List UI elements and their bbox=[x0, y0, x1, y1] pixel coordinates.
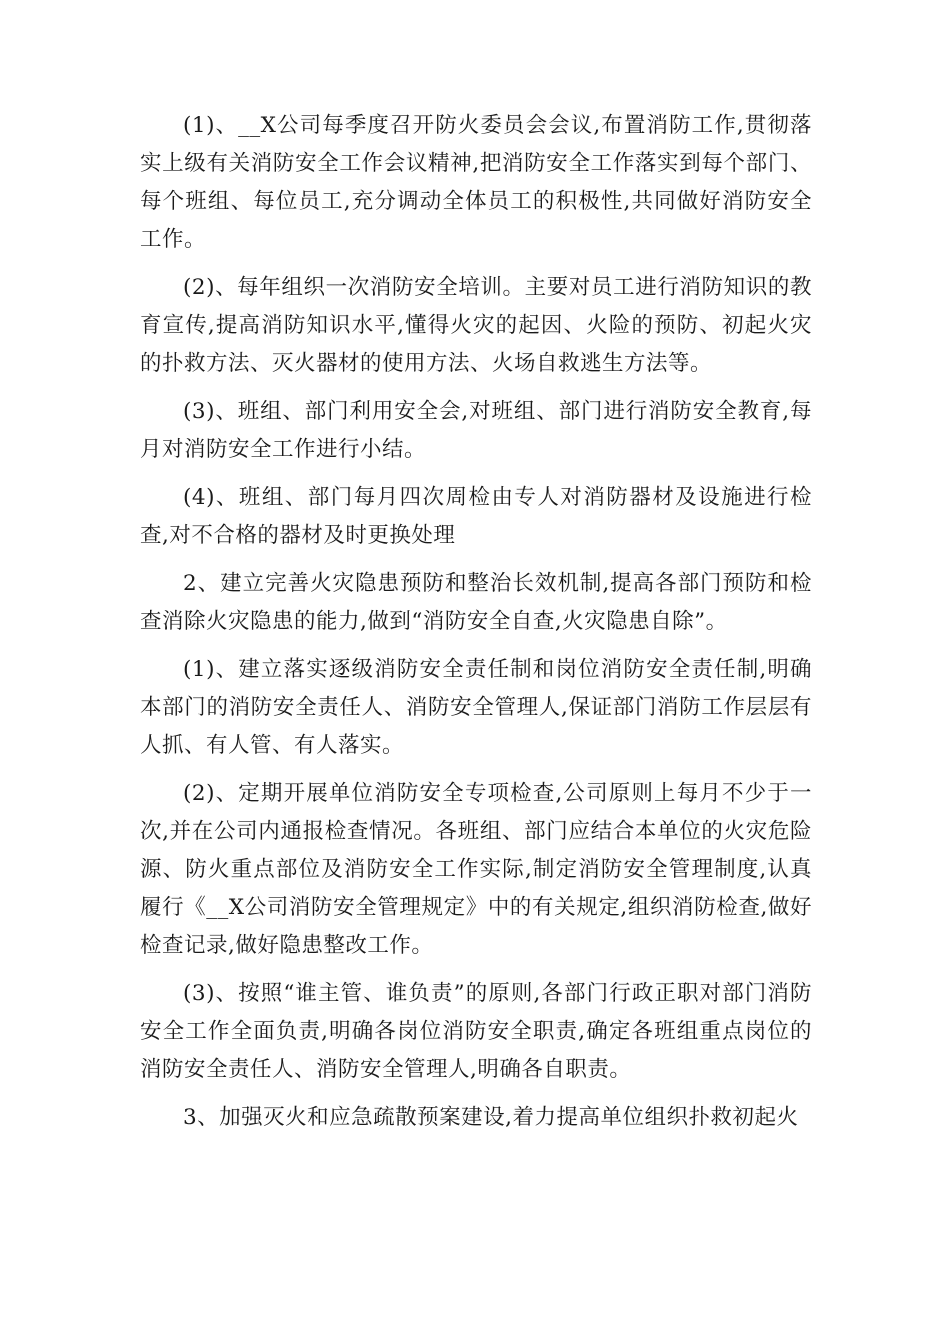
section-2-heading: 2、建立完善火灾隐患预防和整治长效机制,提高各部门预防和检查消除火灾隐患的能力,做到“消防安全自查,火灾隐患自除”。 bbox=[140, 571, 812, 634]
paragraph-1-1: (1)、__X公司每季度召开防火委员会会议,布置消防工作,贯彻落实上级有关消防安全工作会议精神,把消防安全工作落实到每个部门、每个班组、每位员工,充分调动全体员工的积极性,共同做好消防安全工作。 bbox=[140, 113, 812, 252]
document-body bbox=[140, 107, 812, 1147]
paragraph-2-3: (3)、按照“谁主管、谁负责”的原则,各部门行政正职对部门消防安全工作全面负责,明确各岗位消防安全职责,确定各班组重点岗位的消防安全责任人、消防安全管理人,明确各自职责。 bbox=[140, 981, 812, 1082]
paragraph-2-2: (2)、定期开展单位消防安全专项检查,公司原则上每月不少于一次,并在公司内通报检查情况。各班组、部门应结合本单位的火灾危险源、防火重点部位及消防安全工作实际,制定消防安全管理制度,认真履行《__X公司消防安全管理规定》中的有关规定,组织消防检查,做好检查记录,做好隐患整改工作。 bbox=[140, 781, 812, 958]
paragraph-1-3: (3)、班组、部门利用安全会,对班组、部门进行消防安全教育,每月对消防安全工作进行小结。 bbox=[140, 399, 812, 462]
paragraph-1-4: (4)、班组、部门每月四次周检由专人对消防器材及设施进行检查,对不合格的器材及时更换处理 bbox=[140, 485, 812, 548]
paragraph-2-1: (1)、建立落实逐级消防安全责任制和岗位消防安全责任制,明确本部门的消防安全责任人、消防安全管理人,保证部门消防工作层层有人抓、有人管、有人落实。 bbox=[140, 657, 812, 758]
section-3-heading: 3、加强灭火和应急疏散预案建设,着力提高单位组织扑救初起火 bbox=[183, 1105, 799, 1130]
paragraph-1-2: (2)、每年组织一次消防安全培训。主要对员工进行消防知识的教育宣传,提高消防知识水平,懂得火灾的起因、火险的预防、初起火灾的扑救方法、灭火器材的使用方法、火场自救逃生方法等。 bbox=[140, 275, 812, 376]
